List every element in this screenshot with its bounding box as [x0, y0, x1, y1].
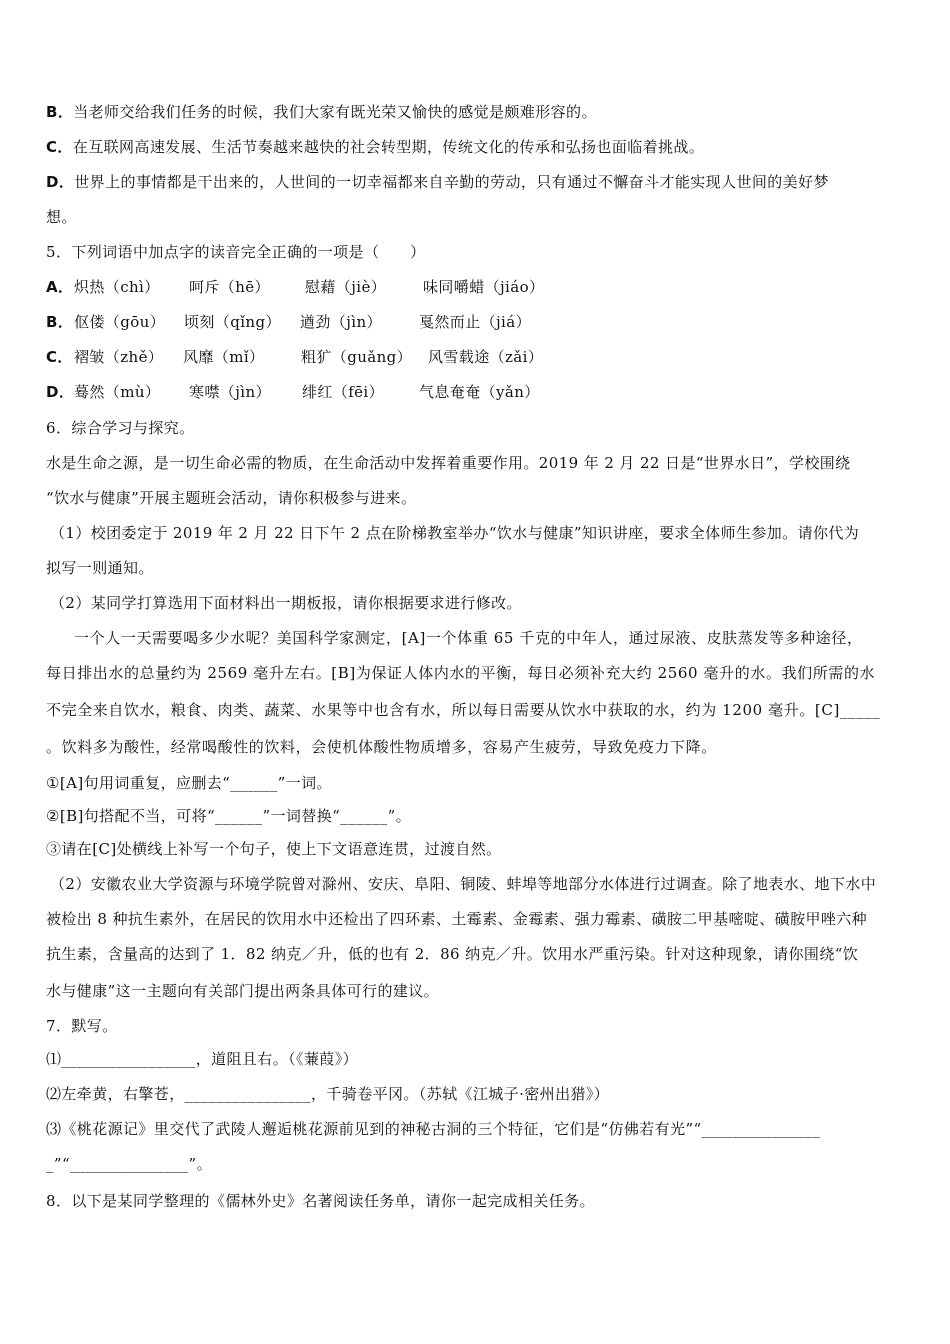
option-d-continuation: 想。 — [46, 208, 77, 226]
option-label: D． — [46, 383, 75, 401]
word-item: 寒噤（jìn） — [189, 383, 271, 401]
reading-line-3: 不完全来自饮水，粮食、肉类、蔬菜、水果等中也含有水，所以每日需要从饮水中获取的水，约为 1200 毫升。[C]_____ — [46, 701, 881, 719]
word-item: 味同嚼蜡（jiáo） — [423, 278, 545, 296]
reading-line-4: 。饮料多为酸性，经常喝酸性的饮料，会使机体酸性物质增多，容易产生疲劳，导致免疫力下降。 — [46, 738, 717, 756]
q6-part3-line-4: 水与健康”这一主题向有关部门提出两条具体可行的建议。 — [46, 982, 440, 1000]
option-b-line — [46, 102, 908, 122]
q6-part2-line: （2）某同学打算选用下面材料出一期板报，请你根据要求进行修改。 — [50, 594, 522, 612]
word-item: 顷刻（qǐng） — [184, 313, 281, 331]
word-item: 绯红（fēi） — [302, 383, 385, 401]
option-label: D． — [46, 173, 75, 191]
question-8-stem: 8．以下是某同学整理的《儒林外史》名著阅读任务单，请你一起完成相关任务。 — [46, 1192, 595, 1210]
word-item: 气息奄奄（yǎn） — [419, 383, 540, 401]
word-item: 褶皱（zhě） — [74, 348, 164, 366]
q7-line-3: ⑶《桃花源记》里交代了武陵人邂逅桃花源前见到的神秘古洞的三个特征，它们是“仿佛若有光”“_______________ — [46, 1120, 821, 1138]
word-item: 蓦然（mù） — [74, 383, 161, 401]
q5-option-c — [46, 347, 908, 367]
option-d-line — [46, 172, 908, 192]
q6-part3-line-3: 抗生素，含量高的达到了 1．82 纳克／升，低的也有 2．86 纳克／升。饮用水严重污染。针对这种现象，请你围绕“饮 — [46, 945, 859, 963]
word-item: 遒劲（jìn） — [300, 313, 382, 331]
question-7-stem: 7．默写。 — [46, 1017, 118, 1035]
option-label: A． — [46, 278, 74, 296]
sub-question-2: ②[B]句搭配不当，可将“______”一词替换“______”。 — [46, 807, 412, 825]
word-item: 风靡（mǐ） — [183, 348, 265, 366]
q5-option-a — [46, 277, 908, 297]
option-label: C． — [46, 138, 73, 156]
word-item: 呵斥（hē） — [189, 278, 270, 296]
q6-part1-line-1: （1）校团委定于 2019 年 2 月 22 日下午 2 点在阶梯教室举办“饮水与健康”知识讲座，要求全体师生参加。请你代为 — [50, 524, 860, 542]
q6-part3-line-1: （2）安徽农业大学资源与环境学院曾对滁州、安庆、阜阳、铜陵、蚌埠等地部分水体进行过调查。除了地表水、地下水中 — [50, 875, 877, 893]
option-text: 世界上的事情都是干出来的，人世间的一切幸福都来自辛勤的劳动，只有通过不懈奋斗才能实现人世间的美好梦 — [74, 173, 829, 191]
word-item: 戛然而止（jiá） — [419, 313, 531, 331]
q6-part3-line-2: 被检出 8 种抗生素外，在居民的饮用水中还检出了四环素、土霉素、金霉素、强力霉素、磺胺二甲基嘧啶、磺胺甲唑六种 — [46, 910, 868, 928]
option-text: 当老师交给我们任务的时候，我们大家有既光荣又愉快的感觉是颇难形容的。 — [73, 103, 597, 121]
word-item: 粗犷（guǎng） — [301, 348, 413, 366]
sub-question-1: ①[A]句用词重复，应删去“______”一词。 — [46, 774, 332, 792]
q6-intro-line-2: “饮水与健康”开展主题班会活动，请你积极参与进来。 — [46, 489, 417, 507]
question-6-stem: 6．综合学习与探究。 — [46, 419, 195, 437]
option-label: B． — [46, 103, 74, 121]
q7-line-2: ⑵左牵黄，右擎苍，________________，千骑卷平冈。（苏轼《江城子·密州出猎》） — [46, 1085, 610, 1103]
word-item: 伛偻（gōu） — [74, 313, 166, 331]
q5-option-d — [46, 382, 908, 402]
q6-part1-line-2: 拟写一则通知。 — [46, 559, 154, 577]
q7-line-1: ⑴_________________，道阻且右。（《蒹葭》） — [46, 1050, 359, 1068]
reading-line-2: 每日排出水的总量约为 2569 毫升左右。[B]为保证人体内水的平衡，每日必须补充大约 2560 毫升的水。我们所需的水 — [46, 664, 876, 682]
word-item: 炽热（chì） — [74, 278, 160, 296]
q6-intro-line-1: 水是生命之源，是一切生命必需的物质，在生命活动中发挥着重要作用。2019 年 2 月 22 日是“世界水日”，学校围绕 — [46, 454, 851, 472]
sub-question-3: ③请在[C]处横线上补写一个句子，使上下文语意连贯，过渡自然。 — [46, 840, 502, 858]
q7-line-4: _”“_______________”。 — [46, 1155, 213, 1173]
question-5-stem: 5．下列词语中加点字的读音完全正确的一项是（ ） — [46, 243, 426, 261]
option-c-line — [46, 137, 908, 157]
option-text: 在互联网高速发展、生活节奏越来越快的社会转型期，传统文化的传承和弘扬也面临着挑战。 — [72, 138, 705, 156]
word-item: 慰藉（jiè） — [305, 278, 387, 296]
option-label: C． — [46, 348, 73, 366]
q5-option-b — [46, 312, 908, 332]
option-label: B． — [46, 313, 74, 331]
reading-line-1: 一个人一天需要喝多少水呢？美国科学家测定，[A]一个体重 65 千克的中年人，通过尿液、皮肤蒸发等多种途径， — [74, 629, 863, 647]
word-item: 风雪载途（zǎi） — [428, 348, 544, 366]
